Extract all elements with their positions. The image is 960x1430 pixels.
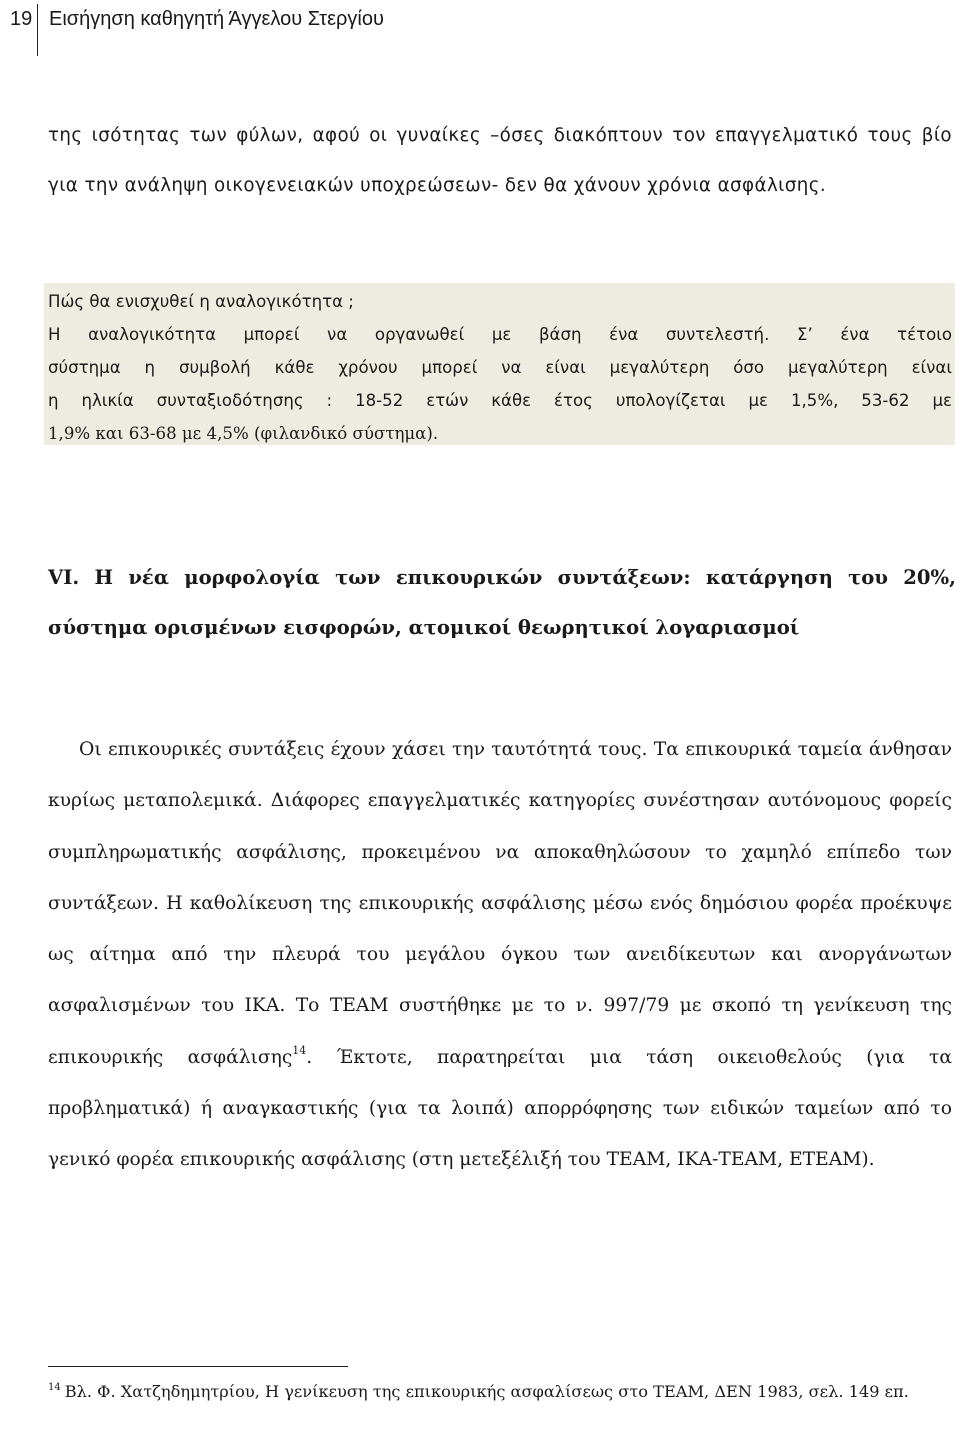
header-divider (37, 4, 38, 56)
body-text: . Έκτοτε, παρατηρείται μια τάση οικειοθελούς (για τα προβληματικά) ή αναγκαστικής (για τα λοιπά) απορρόφησης των ειδικών ταμείων από το γενικό φορέα επικουρικής ασφάλισης (στη μετεξέλιξή του ΤΕΑΜ, ΙΚΑ-ΤΕΑΜ, ΕΤΕΑΜ). (48, 1046, 952, 1171)
footnote-divider (48, 1366, 348, 1367)
body-text: Οι επικουρικές συντάξεις έχουν χάσει την ταυτότητά τους. Τα επικουρικά ταμεία άνθησαν κυρίως μεταπολεμικά. Διάφορες επαγγελματικές κατηγορίες συνέστησαν αυτόνομους φορείς συμπληρωματικής ασφάλισης, προκειμένου να αποκαθηλώσουν το χαμηλό επίπεδο των συντάξεων. Η καθολίκευση της επικουρικής ασφάλισης μέσω ενός δημόσιου φορέα προέκυψε ως αίτημα από την πλευρά του μεγάλου όγκου των ανειδίκευτων και ανοργάνωτων ασφαλισμένων του ΙΚΑ. Το ΤΕΑΜ συστήθηκε με το ν. 997/79 με σκοπό τη γενίκευση της επικουρικής ασφάλισης (48, 739, 952, 1068)
footnote-number: 14 (48, 1382, 61, 1393)
paragraph-continuation: της ισότητας των φύλων, αφού οι γυναίκες –όσες διακόπτουν τον επαγγελματικό τους βίο για την ανάληψη οικογενειακών υποχρεώσεων- δεν θα χάνουν χρόνια ασφάλισης. (48, 125, 952, 196)
page-header (0, 0, 960, 56)
header-title: Εισήγηση καθηγητή Άγγελου Στεργίου (49, 8, 384, 30)
highlight-line: Η αναλογικότητα μπορεί να οργανωθεί με βάση ένα συντελεστή. Σ’ ένα τέτοιο (48, 325, 952, 344)
page-number: 19 (10, 8, 33, 30)
footnote (48, 1378, 952, 1406)
highlight-question: Πώς θα ενισχυθεί η αναλογικότητα ; (48, 292, 354, 311)
section-heading: VI. Η νέα μορφολογία των επικουρικών συντάξεων: κατάργηση του 20%, σύστημα ορισμένων εισφορών, ατομικοί θεωρητικοί λογαριασμοί (48, 566, 956, 639)
highlight-line: 1,9% και 63-68 με 4,5% (φιλανδικό σύστημα). (48, 424, 439, 443)
footnote-text: Βλ. Φ. Χατζηδημητρίου, Η γενίκευση της επικουρικής ασφαλίσεως στο ΤΕΑΜ, ΔΕΝ 1983, σελ. 149 επ. (64, 1382, 909, 1401)
highlighted-paragraph (48, 285, 952, 450)
footnote-reference[interactable]: 14 (292, 1043, 307, 1057)
body-paragraph (48, 724, 952, 1186)
highlight-line: σύστημα η συμβολή κάθε χρόνου μπορεί να είναι μεγαλύτερη όσο μεγαλύτερη είναι (48, 358, 952, 377)
highlight-line: η ηλικία συνταξιοδότησης : 18-52 ετών κάθε έτος υπολογίζεται με 1,5%, 53-62 με (48, 391, 952, 410)
